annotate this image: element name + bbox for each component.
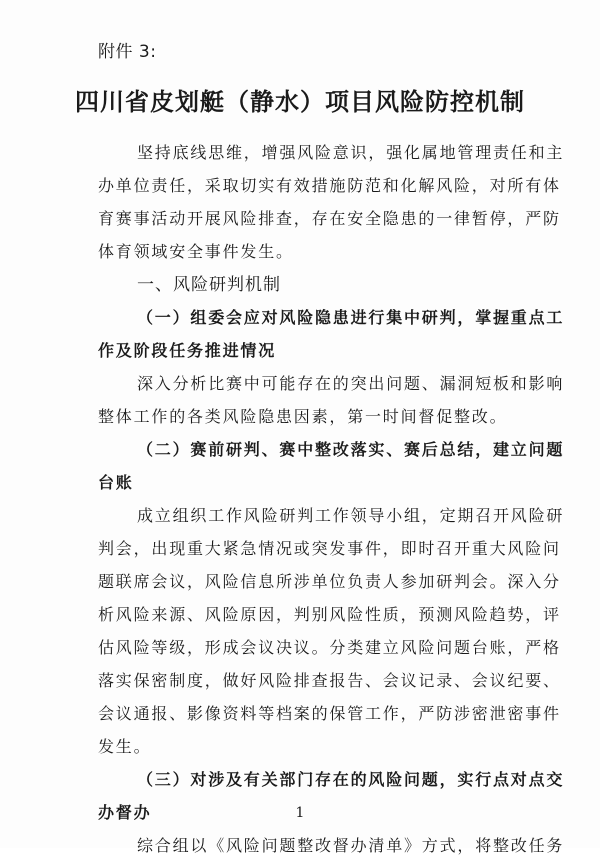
subsection-2-heading-line-1: （二）赛前研判、赛中整改落实、赛后总结，建立问题 xyxy=(137,440,565,459)
subsection-3-body-line-1: 综合组以《风险问题整改督办清单》方式，将整改任务 xyxy=(137,836,565,855)
section-heading-1: 一、风险研判机制 xyxy=(137,275,281,295)
subsection-1-body-line-1: 深入分析比赛中可能存在的突出问题、漏洞短板和影响 xyxy=(137,374,565,393)
attachment-label: 附件 3: xyxy=(98,42,157,62)
subsection-2-body-line-4: 析风险来源、风险原因，判别风险性质，预测风险趋势，评 xyxy=(98,605,561,624)
subsection-1-body-line-2: 整体工作的各类风险隐患因素，第一时间督促整改。 xyxy=(98,407,508,426)
intro-line-3: 育赛事活动开展风险排查，存在安全隐患的一律暂停，严防 xyxy=(98,209,561,228)
subsection-3-heading-line-2: 办督办 xyxy=(98,803,152,822)
intro-line-4: 体育领域安全事件发生。 xyxy=(98,242,294,261)
subsection-2-heading-line-2: 台账 xyxy=(98,473,134,492)
intro-line-2: 办单位责任，采取切实有效措施防范和化解风险，对所有体 xyxy=(98,176,561,195)
subsection-2-body-line-5: 估风险等级，形成会议决议。分类建立风险问题台账，严格 xyxy=(98,638,561,657)
document-title: 四川省皮划艇（静水）项目风险防控机制 xyxy=(75,87,525,116)
subsection-2-body-line-1: 成立组织工作风险研判工作领导小组，定期召开风险研 xyxy=(137,506,565,525)
subsection-2-body-line-8: 发生。 xyxy=(98,737,152,756)
subsection-1-heading-line-2: 作及阶段任务推进情况 xyxy=(98,341,277,360)
subsection-3-heading-line-1: （三）对涉及有关部门存在的风险问题，实行点对点交 xyxy=(137,770,565,789)
subsection-2-body-line-6: 落实保密制度，做好风险排查报告、会议记录、会议纪要、 xyxy=(98,671,561,690)
subsection-2-body-line-7: 会议通报、影像资料等档案的保管工作，严防涉密泄密事件 xyxy=(98,704,561,723)
subsection-1-heading-line-1: （一）组委会应对风险隐患进行集中研判，掌握重点工 xyxy=(137,308,565,327)
subsection-2-body-line-3: 题联席会议，风险信息所涉单位负责人参加研判会。深入分 xyxy=(98,572,561,591)
intro-line-1: 坚持底线思维，增强风险意识，强化属地管理责任和主 xyxy=(137,143,565,162)
page-number: 1 xyxy=(295,805,305,821)
subsection-2-body-line-2: 判会，出现重大紧急情况或突发事件，即时召开重大风险问 xyxy=(98,539,561,558)
